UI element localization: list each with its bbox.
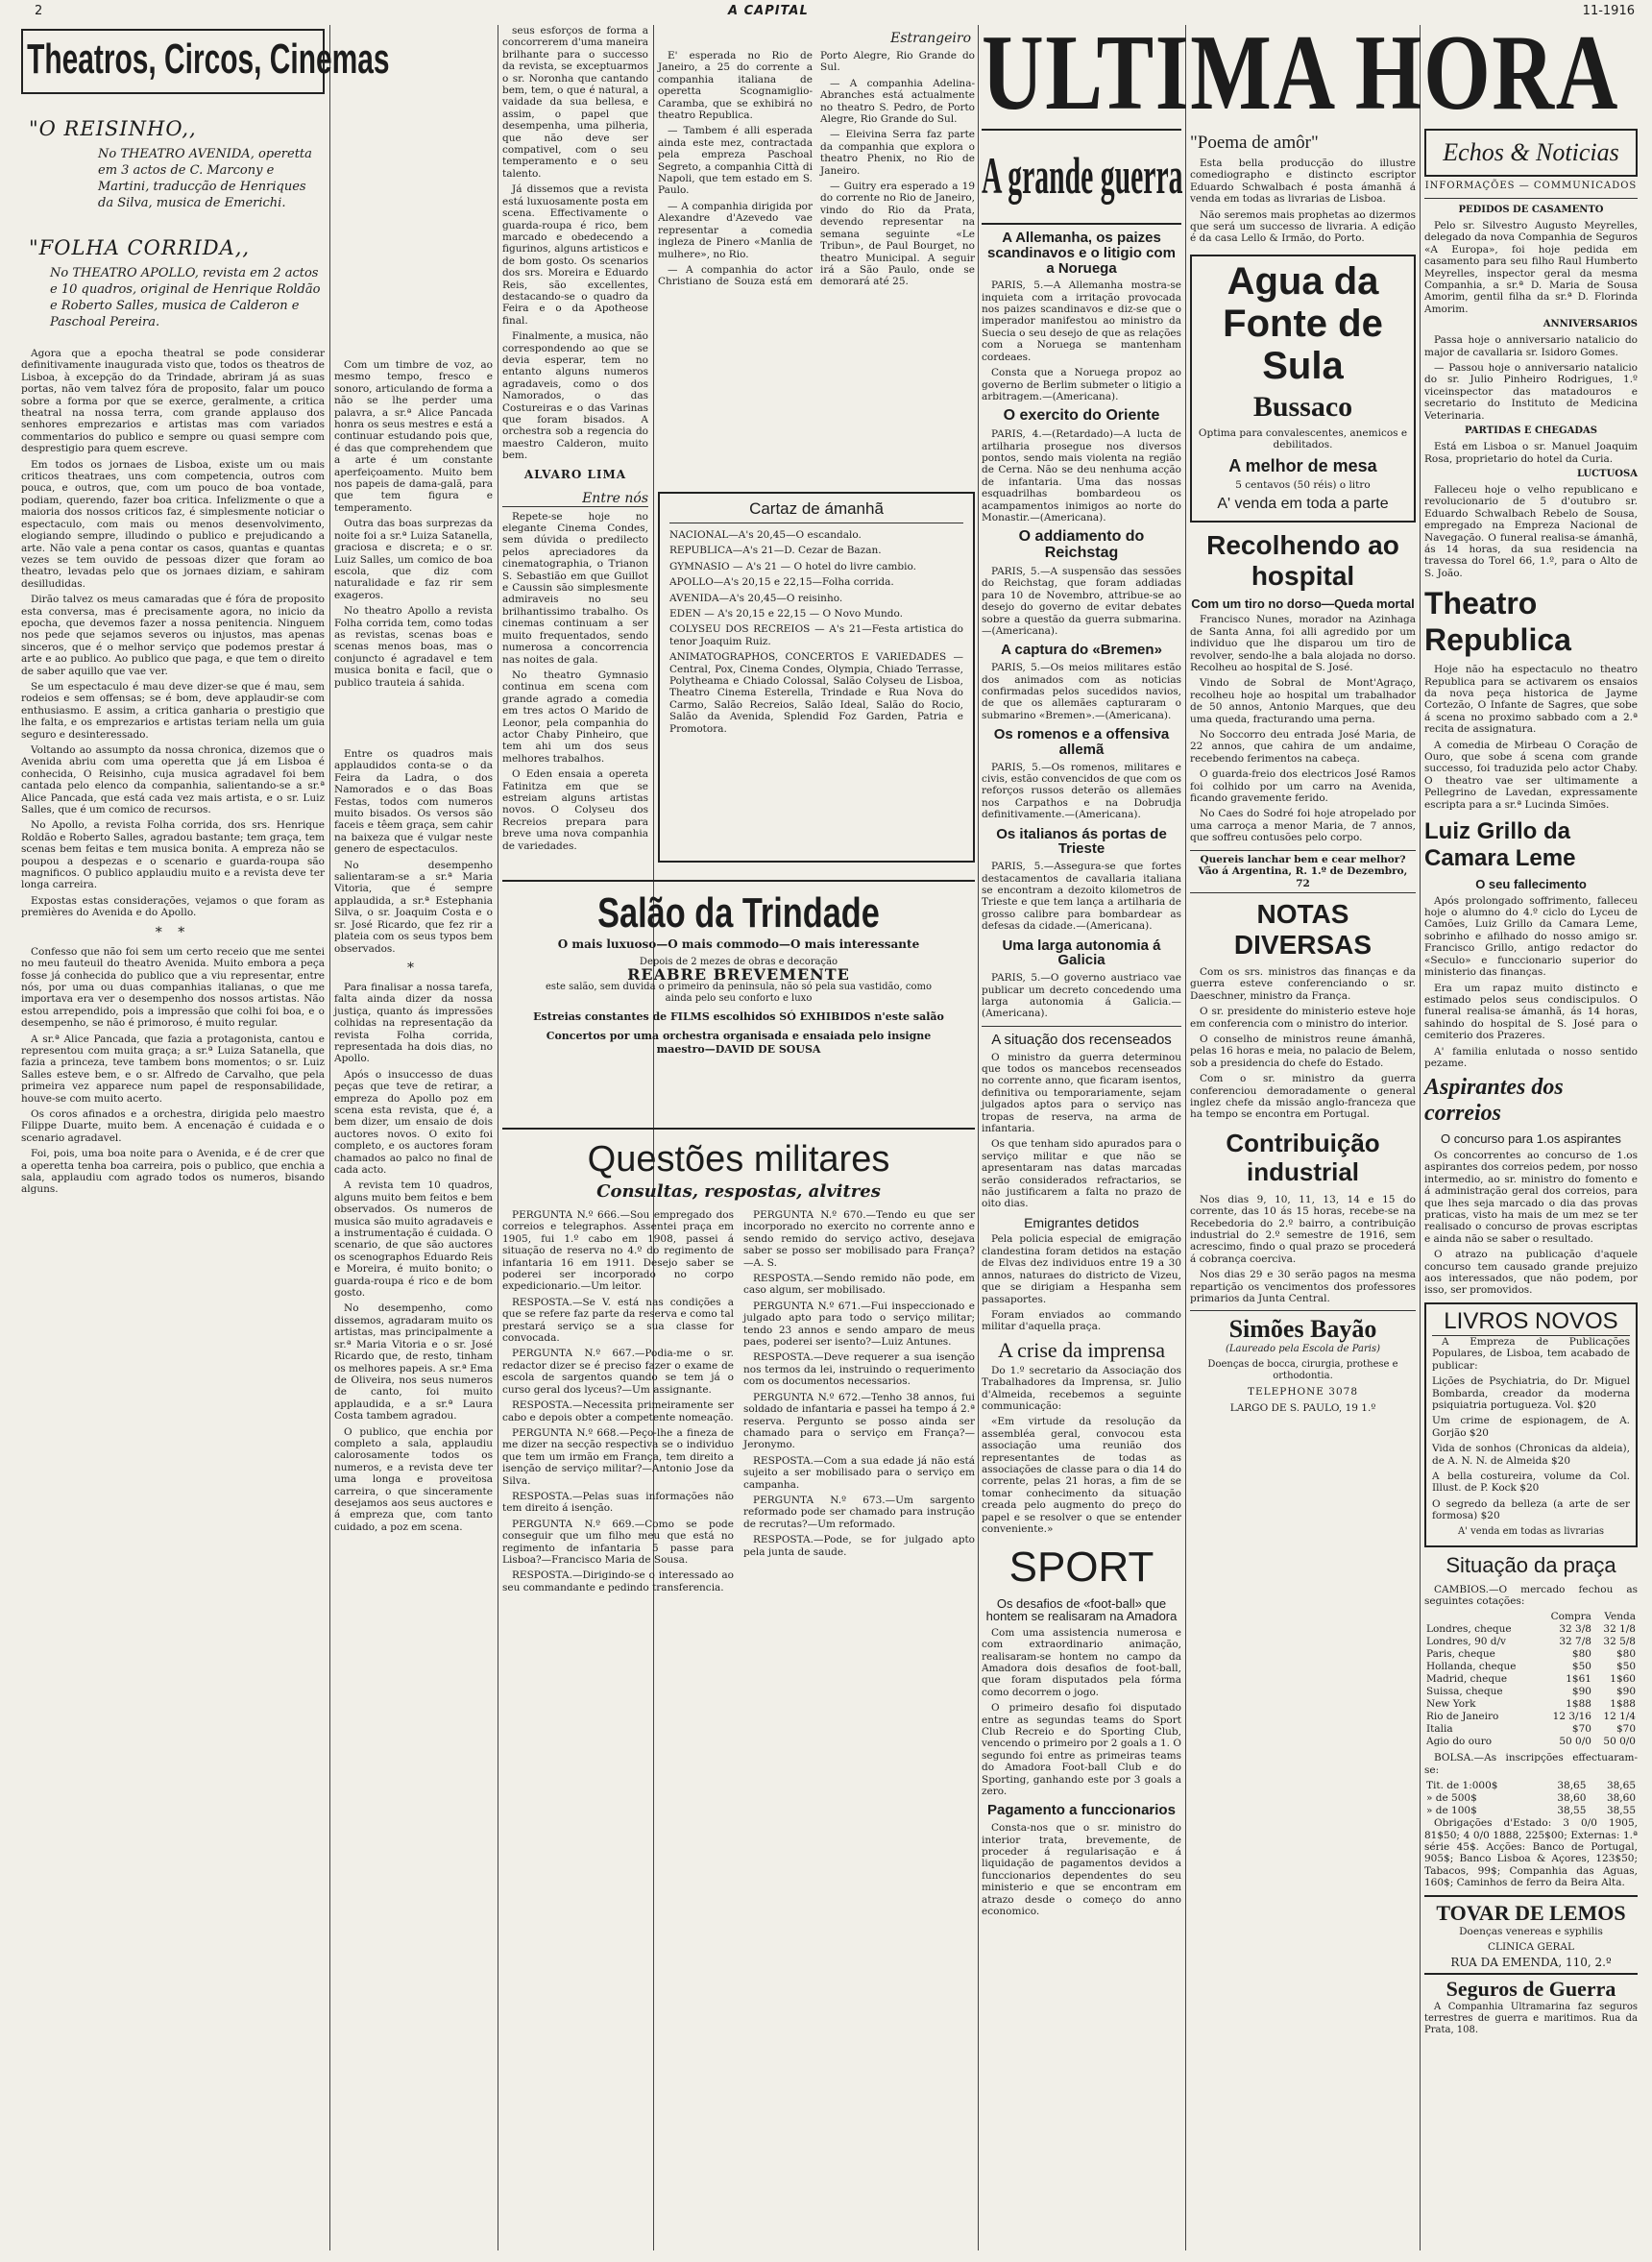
estrangeiro-paragraph: — Guitry era esperado a 19 do corrente no Rio de Janeiro, vindo do Rio da Prata, devendo representar na semana seguinte «Le Tribun», de Paul Bourget, no theatro Municipal. A seguir irá a São Paulo, onde se demorará até 25.	[820, 181, 975, 288]
trindade-films: Estreias constantes de FILMS escolhidos SÓ EXHIBIDOS n'este salão	[533, 1010, 944, 1023]
revista-paragraph: Finalmente, a musica, não correspondendo ao que se devia esperar, tem no entanto alguns numeros agradaveis, como o dos Namorados, o das Costureiras e o das Varinas que foram bisados. A orchestra sob a regencia do maestro Calderon, muito bem.	[502, 330, 648, 462]
theatros-paragraph: Expostas estas considerações, vejamos o que foram as premières do Avenida e do Apollo.	[21, 894, 325, 919]
revista-paragraph: Já dissemos que a revista está luxuosamente posta em scena. Effectivamente o guarda-roupa é rico, bem marcado e obedecendo a figurinos, alguns artisticos e de bom gosto. Os scenarios dos srs. Moreira e Eduardo Reis, são excellentes, destacando-se o quadro da Feira e o da Apotheose final.	[502, 183, 648, 327]
estrangeiro-paragraph: — A companhia Adelina-Abranches está actualmente no theatro S. Pedro, de Porto Alegre, Rio Grande do Sul.	[820, 77, 975, 126]
critica-paragraph: Com um timbre de voz, ao mesmo tempo, fresco e sonoro, articulando de forma a não se lhe perder uma palavra, a sr.ª Alice Pancada honra os seus mestres e está a continuar estudando pois que, é das que comprehendem que a arte é um constante aperfeiçoamento. Muito bem nos papeis de dama-galã, para que tem figura e temperamento.	[334, 359, 493, 514]
questoes-left	[502, 1209, 734, 1597]
revista-paragraph: seus esforços de forma a concorrerem d'uma maneira brilhante para o successo da revista, se exceptuarmos o sr. Noronha que cantando bem, tem, o que é natural, a vaidade da sua bellesa, e assim, o papel que desempenha, uma pilheria, que não deve ser compativel, com o seu temperamento e o seu talento.	[502, 25, 648, 180]
table-row	[1424, 1723, 1638, 1736]
republica-title: Theatro Republica	[1424, 586, 1571, 658]
news-paragraph: PARIS, 5.—Assegura-se que fortes destacamentos de cavallaria italiana se encontram a dezoito kilometros de Trieste e que tem lança a artilharia de grosso calibre para bombardear as defesas da cidade.—(Americana).	[982, 861, 1181, 933]
questao-item: PERGUNTA N.º 667.—Podia-me o sr. redactor dizer se é preciso fazer o exame de escola de sargentos quando se tem já o curso geral dos lyceus?—Um assignante.	[502, 1348, 734, 1396]
news-paragraph: O conselho de ministros reune ámanhã, pelas 16 horas e meia, no palacio de Belem, sob a presidencia do chefe do Estado.	[1190, 1033, 1416, 1069]
questao-item: RESPOSTA.—Sendo remido não pode, em caso algum, ser mobilisado.	[743, 1273, 975, 1297]
cambios-head-cell: Venda	[1604, 1611, 1636, 1623]
livro-item: O segredo da belleza (a arte de ser formosa) $20	[1432, 1497, 1630, 1522]
critica-paragraph: Entre os quadros mais applaudidos conta-se o da Feira da Ladra, o dos Namorados e o das Boas Festas, todos com numeros muito bisados. Os versos são faceis e têem graça, sem cahir na baixeza que é vulgar neste genero de espectaculos.	[334, 748, 493, 856]
cell: $80	[1571, 1648, 1591, 1661]
bolsa-table	[1424, 1780, 1638, 1817]
reisinho-title: "O REISINHO,,	[29, 117, 197, 140]
news-paragraph: Falleceu hoje o velho republicano e revolucionario de 5 d'outubro sr. Eduardo Schwalbach Rebelo de Sousa, empregado na Empreza Nacional de Navegação. O funeral realisa-se ámanhã, ás 14 horas, da sua residencia na travessa do Torel 66, 1.º, para o Alto de S. João.	[1424, 483, 1638, 579]
news-paragraph: PARIS, 5.—A suspensão das sessões do Reichstag, que foram addiadas para 10 de Novembro, attribue-se ao desejo do governo de evitar debates sobre a questão da guerra submarina.—(Americana).	[982, 565, 1181, 637]
livros-intro: A Empreza de Publicações Populares, de Lisboa, tem acabado de publicar:	[1432, 1335, 1630, 1372]
bolsa-intro: BOLSA.—As inscripções effectuaram-se:	[1424, 1752, 1638, 1776]
simoes-ad	[1190, 1310, 1416, 1414]
estrangeiro-paragraph: — Eleivina Serra faz parte da companhia que explora o theatro Phenix, no Rio de Janeiro.	[820, 129, 975, 177]
table-row	[1424, 1636, 1638, 1648]
cartaz-box	[658, 492, 975, 863]
questao-item: RESPOSTA.—Dirigindo-se o interessado ao seu commandante e pedindo transferencia.	[502, 1569, 734, 1593]
cartaz-area	[658, 492, 975, 876]
cell: 1$88	[1610, 1698, 1636, 1711]
theatros-paragraph: Confesso que não foi sem um certo receio que me sentei no meu fauteuil do theatro Avenida. Muito embora a peça fosse já conhecida do publico que a viu representar, entre nós, por uma ou duas companhias italianas, o que me importava era ver o desempenho dos nossos artistas. Não estou arrependido, pois a impressão que colhi foi boa, e o desempenho, se não é primoroso, é muito regular.	[21, 945, 325, 1030]
cartaz-item: APOLLO—A's 20,15 e 22,15—Folha corrida.	[669, 576, 894, 589]
contrib-title: Contribuição industrial	[1226, 1128, 1380, 1186]
news-paragraph: Nos dias 29 e 30 serão pagos na mesma repartição os vencimentos dos professores primarios da Junta Central.	[1190, 1269, 1416, 1305]
theatros-paragraph: Em todos os jornaes de Lisboa, existe um ou mais criticos theatraes, uns com competencia, outros com pouca, e outros, que, com um pouco de boa vontade, podiam, querendo, fazer boa critica. Infelizmente o que a maioria dos nossos criticos faz, é simplesmente noticiar o espectaculo, com mais ou menos desenvolvimento, elogiando sempre, illudindo o publico e prejudicando a arte. Não vale a pena contar os casos, quantas e quantas vezes se tem ouvido de pessoas dizer que foram ao theatro, levadas pelo que os jornaes diziam, e sahiram desilludidas.	[21, 458, 325, 590]
estrangeiro-paragraph: — A companhia dirigida por Alexandre d'Azevedo vae representar a comedia ingleza de Pinero «Manlia de mulhere», no Rio.	[658, 200, 813, 260]
table-row	[1424, 1736, 1638, 1748]
table-row	[1424, 1792, 1638, 1805]
column-seven	[1424, 129, 1638, 2237]
estrangeiro-paragraph: — A companhia do actor Christiano de Souza está em Porto Alegre, Rio Grande do Sul.	[658, 50, 975, 288]
cell: $70	[1571, 1723, 1591, 1736]
echos-box	[1424, 129, 1638, 177]
critica-paragraph: No desempenho salientaram-se a sr.ª Maria Vitoria, que é sempre applaudida, a sr.ª Estephania Silva, o sr. Joaquim Costa e o sr. José Ricardo, que fez rir a plateia com os seus typos bem observados.	[334, 859, 493, 955]
livros-title: LIVROS NOVOS	[1432, 1308, 1630, 1336]
cell: Londres, 90 d/v	[1426, 1636, 1506, 1648]
cell: 12 1/4	[1603, 1711, 1636, 1723]
agua-preco: 5 centavos (50 réis) o litro	[1235, 478, 1371, 491]
cell: Rio de Janeiro	[1426, 1711, 1499, 1723]
cell: 1$60	[1610, 1673, 1636, 1686]
cell: Tit. de 1:000$	[1426, 1780, 1498, 1792]
questao-item: PERGUNTA N.º 672.—Tenho 38 annos, fui soldado de infantaria e passei ha tempo á 2.ª reserva. Pergunto se posso ainda ser chamado para o serviço em França?—Jeronymo.	[743, 1391, 975, 1451]
agua-sula-ad	[1190, 255, 1416, 523]
column-rule	[1185, 25, 1186, 2250]
questao-item: PERGUNTA N.º 671.—Fui inspeccionado e julgado apto para todo o serviço militar; tendo 23 annos e sendo amparo de meus paes, poderei ser isento?—Luiz Antunes.	[743, 1300, 975, 1349]
cell: 38,60	[1557, 1792, 1587, 1805]
news-paragraph: Vindo de Sobral de Mont'Agraço, recolheu hoje ao hospital um trabalhador de 50 annos, Antonio Marques, que deu uma queda, fracturando uma perna.	[1190, 677, 1416, 725]
news-paragraph: Hoje não ha espectaculo no theatro Republica para se activarem os ensaios da nova peça historica de Jayme Cortezão, O Infante de Sagres, que sobe á scena no proximo sabbado com a 2.ª recita de assignatura.	[1424, 664, 1638, 736]
table-row	[1424, 1711, 1638, 1723]
news-paragraph: Os que tenham sido apurados para o serviço militar e que não se apresentaram nas datas marcadas serão considerados refractarios, se não justificarem a falta no prazo de oito dias.	[982, 1138, 1181, 1210]
news-paragraph: Passa hoje o anniversario natalicio do major de cavallaria sr. Isidoro Gomes.	[1424, 334, 1638, 358]
seguros-text: A Companhia Ultramarina faz seguros terrestres de guerra e maritimos. Rua da Prata, 108.	[1424, 2001, 1638, 2035]
cell: 38,65	[1606, 1780, 1636, 1792]
poema-title: "Poema de amôr"	[1190, 133, 1319, 153]
aspirantes-sub: O concurso para 1.os aspirantes	[1441, 1131, 1621, 1147]
cartaz-item: REPUBLICA—A's 21—D. Cezar de Bazan.	[669, 545, 882, 557]
questoes-subtitle: Consultas, respostas, alvitres	[596, 1181, 881, 1202]
news-paragraph: Do 1.º secretario da Associação dos Trabalhadores da Imprensa, sr. Julio d'Almeida, recebemos a seguinte communicação:	[982, 1364, 1181, 1413]
section-stars: *	[407, 960, 420, 976]
recolhendo-sub: Com um tiro no dorso—Queda mortal	[1191, 596, 1415, 611]
news-paragraph: Está em Lisboa o sr. Manuel Joaquim Rosa, proprietario do hotel da Curia.	[1424, 441, 1638, 465]
theatros-banner: Theatros, Circos, Cinemas	[27, 36, 390, 83]
estrangeiro-body	[658, 50, 975, 290]
news-paragraph: Não seremos mais prophetas ao dizermos que será um successo de livraria. A edição é da casa Lello & Irmão, do Porto.	[1190, 208, 1416, 245]
trindade-tagline: O mais luxuoso—O mais commodo—O mais interessante	[557, 937, 920, 951]
theatros-paragraph: Os coros afinados e a orchestra, dirigida pelo maestro Filippe Duarte, muito bem. A encenação é cuidada e o scenario agradavel.	[21, 1107, 325, 1144]
questao-item: PERGUNTA N.º 666.—Sou empregado dos correios e telegraphos. Assentei praça em 1905, fui 1.º cabo em 1908, passei á situação de reserva no 4.º do regimento de infantaria 16 em 1911. Desejo saber se poderei ser incorporado no corpo expedicionario.—Um leitor.	[502, 1209, 734, 1293]
livro-item: Lições de Psychiatria, do Dr. Miguel Bombarda, creador da moderna psiquiatria portugueza. Vol. $20	[1432, 1375, 1630, 1411]
column-rule	[1420, 25, 1421, 2250]
news-paragraph: Pela policia especial de emigração clandestina foram detidos na estação de Elvas dez individuos entre 19 a 30 annos, naturaes do districto de Vizeu, que se dirigiam a Hespanha sem passaportes.	[982, 1233, 1181, 1305]
cell: Agio do ouro	[1426, 1736, 1493, 1748]
cell: Italia	[1426, 1723, 1453, 1736]
seguros-title: Seguros de Guerra	[1446, 1976, 1616, 2001]
theatros-paragraph: Dirão talvez os meus camaradas que é fóra de proposito esta conversa, mas é precisamente agora, no inicio da epocha, que devemos fazer a nossa penitencia. Ninguem nos pede que sejamos severos ou injustos, mas apenas sinceros, que é o melhor serviço que podemos prestar á arte e ao publico. Ao publico que paga, e que tem o direito de saber aquillo que vae ver.	[21, 594, 325, 677]
column-critica	[334, 359, 493, 743]
trindade-desc: este salão, sem duvida o primeiro da peninsula, não só pela sua vastidão, como ainda pelo seu conforto e luxo	[545, 982, 933, 1004]
table-row	[1424, 1661, 1638, 1673]
ultima-hora-title: ULTIMA HORA	[982, 13, 1620, 133]
livro-item: A bella costureira, volume da Col. Illust. de P. Kock $20	[1432, 1470, 1630, 1495]
table-row	[1424, 1686, 1638, 1698]
livro-item: Um crime de espionagem, de A. Gorjão $20	[1432, 1415, 1630, 1439]
critica-paragraph: Outra das boas surprezas da noite foi a sr.ª Luiza Satanella, graciosa e discreta; e o sr. Luiz Salles, um comico de boa escola, que diz com naturalidade e faz rir sem exageros.	[334, 518, 493, 601]
table-row	[1424, 1805, 1638, 1817]
reisinho-sub: No THEATRO AVENIDA, operetta em 3 actos de C. Marcony e Martini, traducção de Henriques da Silva, musica de Emerichi.	[98, 147, 312, 210]
notas-title: NOTAS DIVERSAS	[1233, 898, 1373, 960]
situacao-title: Situação da praça	[1446, 1552, 1616, 1577]
italianos-title: Os italianos ás portas de Trieste	[996, 825, 1167, 858]
cell: Madrid, cheque	[1426, 1673, 1508, 1686]
grillo-title: Luiz Grillo da Camara Leme	[1424, 818, 1576, 872]
cartaz-title: Cartaz de ámanhã	[669, 499, 963, 523]
news-paragraph: A comedia de Mirbeau O Coração de Ouro, que sobe á scena com grande successo, foi traduzida pelo actor Chaby. O theatro vae ser ultimamente a Pellegrino de Lavedan, expressamente escripta para a sr.ª Lucinda Simões.	[1424, 739, 1638, 811]
sport-subtitle: Os desafios de «foot-ball» que hontem se realisaram na Amadora	[985, 1595, 1178, 1624]
estrangeiro-title: Estrangeiro	[890, 31, 971, 46]
cell: $50	[1571, 1661, 1591, 1673]
news-paragraph: Após prolongado soffrimento, falleceu hoje o alumno do 4.º ciclo do Lyceu de Camões, Luiz Grillo da Camara Leme, sobrinho e afilhado do nosso amigo sr. Francisco Grillo, antigo redactor do «Seculo» e funccionario superior do ministerio das finanças.	[1424, 894, 1638, 979]
news-paragraph: Com os srs. ministros das finanças e da guerra esteve conferenciando o sr. Daeschner, ministro da França.	[1190, 965, 1416, 1002]
grande-guerra-title: A grande guerra	[982, 147, 1183, 205]
column-six	[1190, 129, 1416, 2237]
signature: ALVARO LIMA	[523, 467, 627, 481]
theatros-paragraph: A sr.ª Alice Pancada, que fazia a protagonista, cantou e representou com muita graça; a sr.ª Luiza Satanella, que fazia a princeza, teve tambem bons momentos; o sr. Luiz Salles esteve bem, e o sr. Alfredo de Carvalho, que pela primeira vez apparece num papel de responsabilidade, houve-se com muito acerto.	[21, 1033, 325, 1105]
agua-venda: A' venda em toda a parte	[1217, 495, 1389, 512]
critica-paragraph: No theatro Apollo a revista Folha corrida tem, como todas as revistas, scenas boas e scenas menos boas, mas o conjuncto é agradavel e tem musica bonita e facil, que o publico trauteia á sahida.	[334, 605, 493, 689]
questao-item: PERGUNTA N.º 673.—Um sargento reformado pode ser chamado para instrução de recrutas?—Um reformado.	[743, 1494, 975, 1530]
news-paragraph: Pelo sr. Silvestro Augusto Meyrelles, delegado da nova Companhia de Seguros «A Europa», foi hoje pedida em casamento para seu filho Raul Humberto Meyrelles, inspector geral da mesma Companhia, a sr.ª D. Maria de Sousa Amorim, gentil filha da sr.ª D. Florinda Amorim.	[1424, 220, 1638, 315]
questao-item: RESPOSTA.—Se V. está nas condições a que se refere faz parte da reserva e como tal prestará serviço se a sua classe for convocada.	[502, 1296, 734, 1345]
news-paragraph: A' familia enlutada o nosso sentido pezame.	[1424, 1045, 1638, 1069]
news-paragraph: Era um rapaz muito distincto e estimado pelos seus condiscipulos. O funeral realisa-se ámanhã, ás 14 horas, sahindo do hospital de S. José para o cemiterio dos Prazeres.	[1424, 982, 1638, 1042]
pedidos-title: PEDIDOS DE CASAMENTO	[1458, 205, 1604, 215]
news-paragraph: «Em virtude da resolução da assembléa geral, convocou esta associação uma reunião dos representantes de todas as associações de classe para o dia 14 do corrente, pelas 21 horas, a fim de se tomar conhecimento da situação creada pelo augmento do preço do papel e se resolver o que se entender conveniente.»	[982, 1416, 1181, 1536]
cell: 32 3/8	[1559, 1623, 1591, 1636]
questao-item: PERGUNTA N.º 669.—Como se pode conseguir que um filho meu que está no regimento de infantaria 5 passe para Lisboa?—Francisco Maria de Sousa.	[502, 1518, 734, 1566]
agua-title: Agua da Fonte de Sula	[1223, 259, 1383, 387]
news-paragraph: PARIS, 5.—Os meios militares estão dos animados com as noticias confirmadas pelos sucedidos navios, de que os allemães capturaram o submarino «Bremen».—(Americana).	[982, 662, 1181, 721]
cell: 50 0/0	[1559, 1736, 1591, 1748]
echos-sub: INFORMAÇÕES — COMMUNICADOS	[1424, 181, 1638, 191]
trindade-reabre: REABRE BREVEMENTE	[627, 965, 850, 984]
news-paragraph: O atrazo na publicação d'aquele concurso tem causado grande prejuizo aos interessados, que não podem, por isso, ser promovidos.	[1424, 1249, 1638, 1297]
cell: » de 500$	[1426, 1792, 1477, 1805]
questao-item: PERGUNTA N.º 668.—Peço-lhe a fineza de me dizer na secção respectiva se o individuo que tem um irmão em França, tem direito a isenção de serviço militar?—Antonio Jose da Silva.	[502, 1426, 734, 1487]
trindade-concertos: Concertos por uma orchestra organisada e ensaiada pelo insigne maestro—DAVID DE SOUSA	[546, 1030, 932, 1056]
cambios-header	[1424, 1611, 1638, 1623]
cell: 32 1/8	[1603, 1623, 1636, 1636]
masthead-small: A CAPITAL	[728, 4, 809, 18]
column-rule	[329, 25, 330, 2250]
emigrantes-title: Emigrantes detidos	[1024, 1214, 1139, 1230]
news-paragraph: Com uma assistencia numerosa e com extraordinario animação, realisaram-se hontem no campo da Amadora dois desafios de foot-ball, que foram disputados pela fórma como decorrem o jogo.	[982, 1626, 1181, 1698]
entre-nos-paragraph: No theatro Gymnasio continua em scena com grande agrado a comedia em tres actos O Marido de Leonor, pela companhia do actor Chaby Pinheiro, que tem ahi um dos seus melhores trabalhos.	[502, 669, 648, 765]
cartaz-item: GYMNASIO — A's 21 — O hotel do livre cambio.	[669, 560, 916, 572]
tovar-clinic: CLINICA GERAL	[1488, 1941, 1574, 1954]
questoes-right	[743, 1209, 975, 1597]
news-paragraph: Consta que a Noruega propoz ao governo de Berlim submeter o litigio a arbitragem.—(Americana).	[982, 367, 1181, 402]
allemanha-title: A Allemanha, os paizes scandinavos e o litigio com a Noruega	[987, 230, 1176, 277]
theatros-paragraph: Foi, pois, uma boa noite para o Avenida, e é de crer que a operetta tenha boa carreira, pois o publico, que enchia a sala, applaudiu com agrado todos os numeros, bisando alguns.	[21, 1148, 325, 1196]
anniv-title: ANNIVERSARIOS	[1543, 319, 1638, 330]
cambios-table	[1424, 1611, 1638, 1748]
echos-title: Echos & Noticias	[1443, 138, 1619, 166]
page-number: 2	[35, 4, 43, 18]
theatros-paragraph: No Apollo, a revista Folha corrida, dos srs. Henrique Roldão e Roberto Salles, agradou bastante; tem graça, tem scenas bem feitas e tem musica bonita. A empreza não se poupou a despezas e o scenario e guarda-roupa são magnificos. O publico applaudiu muito e a revista deve ter longa carreira.	[21, 819, 325, 891]
trindade-small: Depois de 2 mezes de obras e decoração	[639, 957, 838, 967]
cell: 32 7/8	[1559, 1636, 1591, 1648]
cell: $90	[1571, 1686, 1591, 1698]
bolsa-text: Obrigações d'Estado: 3 0/0 1905, 81$50; 4 0/0 1888, 225$00; Externas: 1.ª série 45$. Acções: Banco de Portugal, 905$; Banco Lisboa & Açores, 123$50; Tabacos, 99$; Companhia das Aguas, 160$; Caminhos de ferro da Beira Alta.	[1424, 1817, 1638, 1889]
theatros-banner-box	[21, 29, 390, 94]
tovar-title: TOVAR DE LEMOS	[1436, 1900, 1626, 1925]
questoes-title: Questões militares	[587, 1139, 890, 1180]
critica-paragraph: Para finalisar a nossa tarefa, falta ainda dizer da nossa justiça, quanto ás impressões colhidas na representação da revista Folha corrida, representada ha dois dias, no Apollo.	[334, 981, 493, 1065]
news-paragraph: O primeiro desafio foi disputado entre as segundas teams do Sport Club Recreio e do Sporting Club, vencendo o primeiro por 2 goals a 1. O segundo foi entre as primeiras teams do Amadora Foot-ball Club e do Sporting, ganhando este por 3 goals a zero.	[982, 1702, 1181, 1798]
romenos-title: Os romenos e a offensiva allemã	[993, 726, 1170, 758]
news-paragraph: No Caes do Sodré foi hoje atropelado por uma carroça a menor Maria, de 7 annos, que soffreu contusões pelo corpo.	[1190, 808, 1416, 844]
recenseados-title: A situação dos recenseados	[991, 1031, 1172, 1048]
column-rule	[978, 25, 979, 2250]
news-paragraph: Foram enviados ao commando militar d'aquella praça.	[982, 1308, 1181, 1333]
tovar-ad	[1424, 1895, 1638, 1969]
questao-item: RESPOSTA.—Pelas suas informações não tem direito á isenção.	[502, 1490, 734, 1515]
cell: 1$61	[1566, 1673, 1591, 1686]
pagamento-title: Pagamento a funccionarios	[987, 1802, 1176, 1819]
cartaz-item: NACIONAL—A's 20,45—O escandalo.	[669, 529, 862, 541]
news-paragraph: No Soccorro deu entrada José Maria, de 22 annos, que cahira de um andaime, recebendo ferimentos na cabeça.	[1190, 729, 1416, 765]
cell: $50	[1616, 1661, 1636, 1673]
divider	[1424, 198, 1638, 199]
cell: 38,55	[1606, 1805, 1636, 1817]
news-paragraph: Francisco Nunes, morador na Azinhaga de Santa Anna, foi alli agredido por um individuo que lhe disparou um tiro de revolver, sendo-lhe a bala alojada no dorso. Recolheu ao hospital de S. José.	[1190, 614, 1416, 674]
cell: Suissa, cheque	[1426, 1686, 1503, 1698]
table-row	[1424, 1623, 1638, 1636]
simoes-phone: TELEPHONE 3078	[1247, 1386, 1359, 1399]
news-paragraph: Os concorrentes ao concurso de 1.os aspirantes dos correios pedem, por nosso intermedio, ao sr. ministro do fomento e á administração geral dos correios, para que lhes seja marcado o dia das provas praticas, visto ha mais de um mez se ter realisado o concurso de provas escriptas e ainda não se saber o resultado.	[1424, 1150, 1638, 1245]
entre-nos-paragraph: O Eden ensaia a opereta Fatinitza em que se estreiam alguns artistas novos. O Colyseu dos Recreios prepara para breve uma nova companhia de variedades.	[502, 768, 648, 852]
cell: 32 5/8	[1603, 1636, 1636, 1648]
cell: $90	[1616, 1686, 1636, 1698]
cell: 50 0/0	[1603, 1736, 1636, 1748]
simoes-address: LARGO DE S. PAULO, 19 1.º	[1229, 1401, 1376, 1414]
cell: Hollanda, cheque	[1426, 1661, 1517, 1673]
questao-item: RESPOSTA.—Deve requerer a sua isenção nos termos da lei, instruindo o requerimento com os documentos necessarios.	[743, 1351, 975, 1388]
cartaz-item: AVENIDA—A's 20,45—O reisinho.	[669, 592, 843, 604]
cartaz-item: EDEN — A's 20,15 e 22,15 — O Novo Mundo.	[669, 608, 904, 620]
cambios-head-cell	[1424, 1611, 1539, 1623]
sport-title: SPORT	[1008, 1543, 1154, 1591]
column-theatros	[21, 25, 390, 2258]
simoes-line: Doenças de bocca, cirurgia, prothese e orthodontia.	[1207, 1359, 1398, 1382]
recolhendo-title: Recolhendo ao hospital	[1206, 529, 1399, 591]
bussaco-title: Bussaco	[1252, 390, 1353, 423]
agua-sub: Optima para convalescentes, anemicos e debilitados.	[1198, 426, 1408, 451]
grillo-sub: O seu fallecimento	[1475, 877, 1587, 892]
cell: » de 100$	[1426, 1805, 1477, 1817]
theatros-paragraph: Se um espectaculo é mau deve dizer-se que é mau, sem rodeios e sem offensas; se é bom, deve applaudir-se com enthusiasmo. E assim, a critica ganharia o prestigio que lhe falta, e os emprezarios e artistas teriam nella um guia seguro e desinteressado.	[21, 680, 325, 741]
news-paragraph: PARIS, 5.—O governo austriaco vae publicar um decreto concedendo uma larga autonomia á Galicia.—(Americana).	[982, 972, 1181, 1020]
estrangeiro-paragraph: — Tambem é alli esperada ainda este mez, contractada pela empreza Paschoal Segreto, a companhia Città di Napoli, que tem estado em S. Paulo.	[658, 125, 813, 197]
questao-item: RESPOSTA.—Necessita primeiramente ser cabo e depois obter a competente nomeação.	[502, 1399, 734, 1423]
critica-paragraph: No desempenho, como dissemos, agradaram muito os artistas, mas principalmente a sr.ª Maria Vitoria e o sr. José Ricardo que, de resto, tinham os melhores papeis. A sr.ª Ema de Oliveira, nos seus numeros de canto, foi muito applaudida, e a sr.ª Laura Costa tambem agradou.	[334, 1302, 493, 1423]
column-ultima-hora	[982, 129, 1181, 2237]
reichstag-title: O addiamento do Reichstag	[1018, 528, 1145, 562]
news-paragraph: PARIS, 5.—A Allemanha mostra-se inquieta com a irritação provocada nos paizes scandinavos e diz-se que o imperador manifestou ao ministro da Suecia o seu desejo de que as relações com a Noruega se mantenham cordeaes.	[982, 280, 1181, 363]
cell: 12 3/16	[1552, 1711, 1591, 1723]
simoes-sub: (Laureado pela Escola de Paris)	[1225, 1344, 1380, 1355]
cell: $70	[1616, 1723, 1636, 1736]
cell: New York	[1426, 1698, 1476, 1711]
divider	[982, 1026, 1181, 1027]
news-paragraph: PARIS, 4.—(Retardado)—A lucta de artilharia prosegue nos diversos pontos, sendo mais violenta na região de Cerna. Não se deu nenhuma acção de infantaria. Uma das nossas esquadrilhas bombardeou os acampamentos inimigos ao norte do Monastir.—(Americana).	[982, 428, 1181, 523]
news-paragraph: Esta bella producção do illustre comediographo e distincto escriptor Eduardo Schwalbach é posta ámanhã á venda em todas as livrarias de Lisboa.	[1190, 158, 1416, 206]
seguros-ad	[1424, 1973, 1638, 2036]
estrangeiro-paragraph: E' esperada no Rio de Janeiro, a 25 do corrente a companhia italiana de operetta Scognamiglio-Caramba, que se exhibirá no theatro Republica.	[658, 50, 813, 122]
critica-paragraph: Após o insuccesso de duas peças que teve de retirar, a empreza do Apollo poz em scena esta revista, que é, a bem dizer, um ensaio de dois auctores novos. O exito foi completo, e os auctores foram chamados ao palco no final de cada acto.	[334, 1068, 493, 1176]
grande-guerra-box	[982, 129, 1181, 225]
table-row	[1424, 1673, 1638, 1686]
crise-title: A crise da imprensa	[997, 1337, 1166, 1362]
cartaz-item: COLYSEU DOS RECREIOS — A's 21—Festa artistica do tenor Joaquim Ruiz.	[669, 623, 963, 647]
folha-sub: No THEATRO APOLLO, revista em 2 actos e 10 quadros, original de Henrique Roldão e Roberto Salles, musica de Calderon e Paschoal Pereira.	[50, 266, 321, 329]
galiza-title: Uma larga autonomia á Galicia	[1002, 936, 1161, 969]
aspirantes-title: Aspirantes dos correios	[1424, 1075, 1564, 1127]
critica-paragraph: O publico, que enchia por completo a sala, applaudiu calorosamente todos os numeros, e a revista deve ter uma longa e proveitosa carreira, o que sinceramente desejamos aos seus auctores e á empreza que, com tanto cuidado, a poz em scena.	[334, 1425, 493, 1533]
folio-date: 11-1916	[1582, 4, 1635, 18]
cell: 38,55	[1557, 1805, 1587, 1817]
critica-paragraph: A revista tem 10 quadros, alguns muito bem feitos e bem observados. Os numeros de musica são muito agradaveis e a instrumentação é cuidada. O scenario, de que são auctores os scenographos Eduardo Reis e Moreira, é muito bonito; o guarda-roupa é rico e de bom gosto.	[334, 1180, 493, 1300]
cambios-head-cell: Compra	[1550, 1611, 1591, 1623]
news-paragraph: Com o sr. ministro da guerra conferenciou demoradamente o general inglez chefe da missão anglo-franceza que ha tempo se encontra em Portugal.	[1190, 1073, 1416, 1121]
news-paragraph: O ministro da guerra determinou que todos os mancebos recenseados no corrente anno, que ficaram isentos, definitiva ou temporariamente, sejam julgados aptos para o serviço nas tropas de reserva, na arma de infantaria.	[982, 1051, 1181, 1134]
partidas-title: PARTIDAS E CHEGADAS	[1464, 426, 1598, 437]
cell: Londres, cheque	[1426, 1623, 1512, 1636]
table-row	[1424, 1698, 1638, 1711]
cell: Paris, cheque	[1426, 1648, 1495, 1661]
livros-ad	[1424, 1302, 1638, 1547]
folha-title: "FOLHA CORRIDA,,	[29, 236, 251, 259]
livro-item: Vida de sonhos (Chronicas da aldeia), de A. N. N. de Almeida $20	[1432, 1443, 1630, 1467]
luctuosa-title: LUCTUOSA	[1576, 468, 1638, 479]
trindade-title: Salão da Trindade	[597, 889, 880, 936]
news-paragraph: O sr. presidente do ministerio esteve hoje em conferencia com o ministro do interior.	[1190, 1006, 1416, 1030]
oriente-title: O exercito do Oriente	[1003, 407, 1160, 425]
ultima-hora-banner	[982, 13, 1637, 133]
trindade-ad	[502, 880, 975, 1130]
argentina-ad: Quereis lanchar bem e cear melhor? Vão á Argentina, R. 1.º de Dezembro, 72	[1190, 850, 1416, 893]
column-revista-cont	[502, 25, 648, 852]
questoes-militares	[502, 1137, 975, 1954]
cell: 1$88	[1566, 1698, 1591, 1711]
questao-item: RESPOSTA.—Com a sua edade já não está sujeito a ser mobilisado para o serviço em campanha.	[743, 1454, 975, 1491]
table-row	[1424, 1780, 1638, 1792]
cell: $80	[1616, 1648, 1636, 1661]
agua-melhor: A melhor de mesa	[1228, 455, 1377, 475]
questao-item: PERGUNTA N.º 670.—Tendo eu que ser incorporado no exercito no corrente anno e sendo remido do serviço activo, desejava saber se posso ser mobilisado para França?—A. S.	[743, 1209, 975, 1269]
cambios-intro: CAMBIOS.—O mercado fechou as seguintes cotações:	[1424, 1583, 1638, 1607]
column-estrangeiro	[658, 25, 975, 486]
simoes-title: Simões Bayão	[1228, 1315, 1377, 1344]
news-paragraph: O guarda-freio dos electricos José Ramos foi colhido por um carro na Avenida, ficando gravemente ferido.	[1190, 768, 1416, 805]
tovar-sub: Doenças venereas e syphilis	[1459, 1925, 1603, 1937]
tovar-address: RUA DA EMENDA, 110, 2.º	[1450, 1956, 1612, 1970]
questao-item: RESPOSTA.—Pode, se for julgado apto pela junta de saude.	[743, 1534, 975, 1558]
news-paragraph: Consta-nos que o sr. ministro do interior trata, brevemente, de proceder á regularisação e á liquidação de pagamentos devidos a funccionarios dependentes do seu ministerio e que se encontram em atrazo desde o começo do anno economico.	[982, 1822, 1181, 1918]
theatros-paragraph: Voltando ao assumpto da nossa chronica, dizemos que o Avenida abriu com uma operetta que já em Lisboa é conhecida, O Reisinho, cuja musica agradavel foi bem cantada pelo elenco da companhia, salientando-se a sr.ª Alice Pancada, que está cada vez mais artista, e o sr. Luiz Salles, que é um comico de recursos.	[21, 744, 325, 816]
theatros-paragraph: Agora que a epocha theatral se pode considerar definitivamente inaugurada visto que, todos os theatros de Lisboa, à excepção do da Trindade, abriram já as suas portas, não vem talvez fóra de proposito, falar um pouco sobre a forma por que se exerce, geralmente, a critica theatral na nossa terra, com grande applauso dos senhores emprezarios e artistas mas com variados commentarios do publico e sempre ou quasi sempre com desprestigio para quem escreve.	[21, 348, 325, 455]
news-paragraph: Nos dias 9, 10, 11, 13, 14 e 15 do corrente, das 10 ás 15 horas, recebe-se na Recebedoria do 2.º bairro, a contribuição industrial do 2.º semestre de 1916, sem acrescimo, findo o qual prazo se procederá á cobrança coerciva.	[1190, 1193, 1416, 1265]
bremen-title: A captura do «Bremen»	[1001, 642, 1162, 659]
cell: 38,60	[1606, 1792, 1636, 1805]
news-paragraph: PARIS, 5.—Os romenos, militares e civis, estão convencidos de que com os reforços russos deterão os allemães nos Carpathos e na Dobrudja definitivamente.—(Americana).	[982, 761, 1181, 821]
entre-nos-paragraph: Repete-se hoje no elegante Cinema Condes, sem dúvida o predilecto pelos apreciadores da cinematographia, o Trianon S. Sebastião em que Guillot e Caussin são simplesmente admiraveis no seu brilhantissimo trabalho. Os cinemas continuam a ser muito frequentados, sendo numerosa a concorrencia nas noites de gala.	[502, 510, 648, 666]
questoes-columns	[502, 1209, 975, 1597]
news-paragraph: — Passou hoje o anniversario natalicio do sr. Julio Pinheiro Rodrigues, 1.º viceinspector das matadouros e secretario do Instituto de Medicina Veterinaria.	[1424, 362, 1638, 422]
livros-foot: A' venda em todas as livrarias	[1457, 1525, 1605, 1537]
column-critica-2	[334, 748, 493, 2112]
newspaper-page	[17, 4, 1640, 2256]
section-stars: * *	[155, 924, 191, 940]
cell: 38,65	[1557, 1780, 1587, 1792]
table-row	[1424, 1648, 1638, 1661]
entre-nos-title: Entre nós	[502, 491, 648, 507]
cartaz-item: ANIMATOGRAPHOS, CONCERTOS E VARIEDADES — Central, Pox, Cinema Condes, Olympia, Chiado Terrasse, Polytheama e Chiado Colossal, Salão Colyseu de Lisboa, Theatro Cinema Esterella, Trindade e Rua Nova do Carmo, Salão Recreios, Salão Ideal, Salão do Rocio, Salão da Avenida, Splendid Foz Garden, Patria e Promotora.	[669, 651, 963, 735]
